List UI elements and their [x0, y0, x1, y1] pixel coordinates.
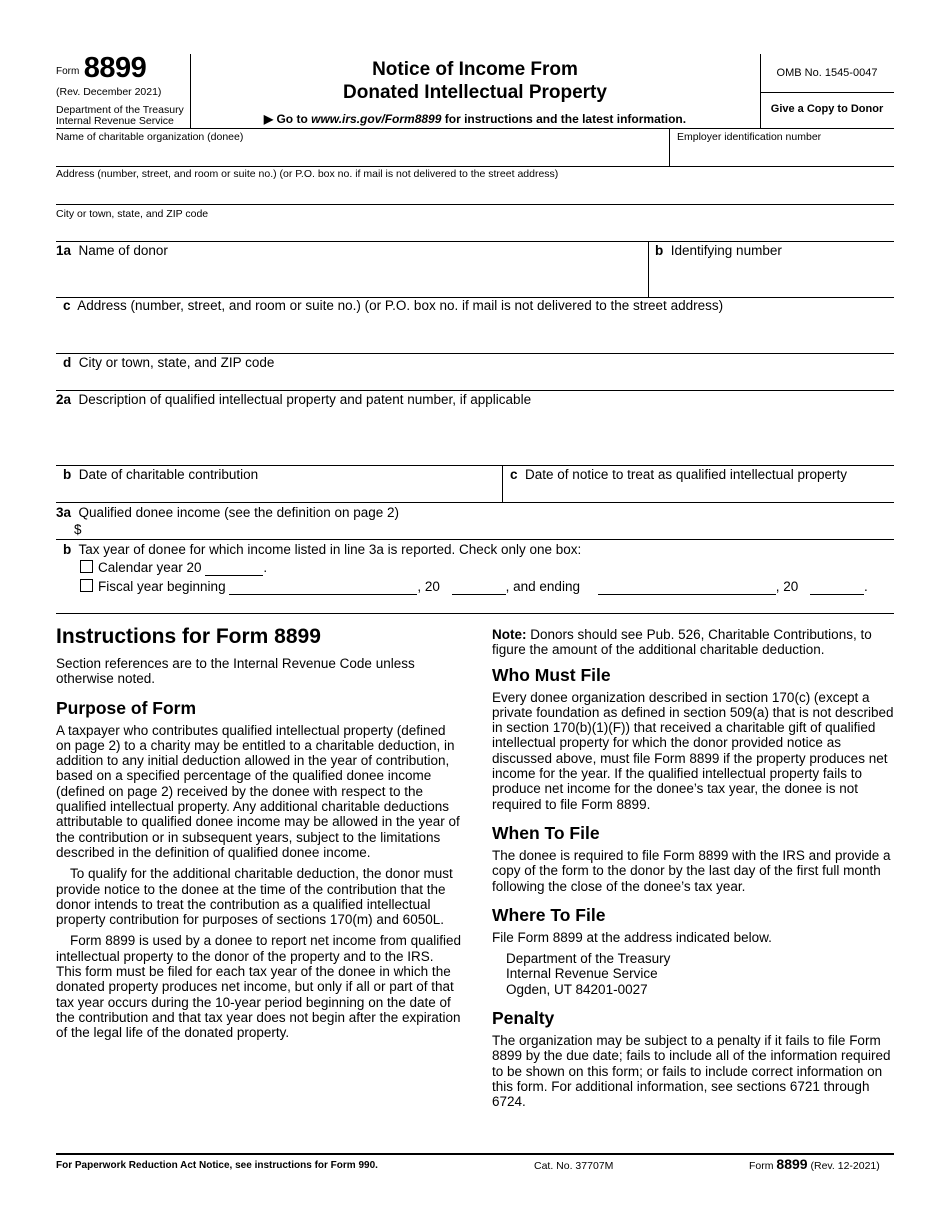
line-3b-letter: b: [63, 542, 72, 557]
line-1a-label: Name of donor: [78, 243, 168, 258]
fiscal-end-year-input[interactable]: [810, 580, 864, 595]
donee-name-field[interactable]: [56, 145, 668, 165]
donee-address-label: Address (number, street, and room or suite no.) (or P.O. box no. if mail is not delivered to the street address): [56, 168, 559, 180]
donee-city-field[interactable]: [56, 221, 892, 239]
header-bottom-rule: [56, 128, 894, 129]
section-references: Section references are to the Internal Revenue Code unless otherwise noted.: [56, 656, 415, 687]
service: Internal Revenue Service: [56, 115, 174, 127]
line-2b-label: Date of charitable contribution: [78, 467, 259, 482]
line-2-divider: [502, 465, 503, 502]
irs-mailing-address: [492, 951, 897, 997]
line-2c-label: Date of notice to treat as qualified intellectual property: [525, 467, 847, 482]
line-2c-letter: c: [510, 467, 518, 482]
where-to-file-text: File Form 8899 at the address indicated below.: [492, 929, 772, 945]
donor-address-field[interactable]: [56, 318, 892, 350]
line-2c: [510, 467, 847, 483]
line-1b-letter: b: [655, 243, 664, 258]
address-line-3: Ogden, UT 84201-0027: [506, 981, 648, 997]
footer-form-number: 8899: [776, 1156, 808, 1172]
fiscal-end-date-input[interactable]: [598, 580, 776, 595]
omb-number: OMB No. 1545-0047: [776, 67, 878, 79]
purpose-paragraph-2: To qualify for the additional charitable deduction, the donor must provide notice to the donee at the time of the contribution that the donor intends to treat the contribution as a qualified intellectual property contribution for purposes of sections 170(m) and 6050L.: [56, 866, 453, 928]
calendar-year-label: Calendar year 20: [98, 560, 202, 575]
address-line-2: Internal Revenue Service: [506, 966, 658, 982]
line-3a-label: Qualified donee income (see the definition on page 2): [78, 505, 400, 520]
line-1b-label: Identifying number: [670, 243, 782, 258]
form-number: 8899: [83, 52, 147, 84]
fiscal-begin-year-input[interactable]: [452, 580, 506, 595]
line-3a: [56, 505, 399, 521]
goto-prefix: ▶ Go to: [263, 112, 312, 126]
line-3a-number: 3a: [56, 505, 72, 520]
catalog-number: Cat. No. 37707M: [534, 1160, 614, 1172]
fiscal-begin-date-input[interactable]: [229, 580, 417, 595]
ein-field[interactable]: [672, 145, 892, 165]
penalty-heading: Penalty: [492, 1008, 555, 1029]
contribution-date-field[interactable]: [56, 485, 500, 500]
line-1c: [63, 298, 893, 314]
line-1a: [56, 243, 168, 259]
line-1d-letter: d: [63, 355, 72, 370]
identifying-number-field[interactable]: [652, 262, 892, 294]
rule-line-1c: [56, 353, 894, 354]
rule-line-2a: [56, 465, 894, 466]
donor-city-field[interactable]: [56, 373, 892, 388]
donee-address-field[interactable]: [56, 182, 892, 202]
calendar-year-checkbox[interactable]: [80, 560, 93, 573]
who-must-file-text: Every donee organization described in section 170(c) (except a private foundation as defined in section 509(a) that is not described in section 170(b)(1)(F)) that received a charitable gift of qualified intellectual property for which the donor provided notice as discussed above, must file Form 8899 if the property produces net income for the year. If the qualified intellectual property fails to produce net income for the donee’s tax year, the donee is not required to file Form 8899.: [492, 689, 894, 812]
footer-form-word: Form: [749, 1160, 774, 1172]
when-to-file-text: The donee is required to file Form 8899 with the IRS and provide a copy of the form to the donor by the last day of the first full month following the close of the donee’s tax year.: [492, 847, 891, 894]
line-1a-number: 1a: [56, 243, 72, 258]
form-id-block: [56, 52, 191, 85]
line-1c-label: Address (number, street, and room or suite no.) (or P.O. box no. if mail is not delivered to the street address): [77, 298, 724, 313]
purpose-heading: Purpose of Form: [56, 697, 197, 718]
instructions-right-column: [492, 627, 897, 1116]
fiscal-year-row: [80, 579, 868, 595]
purpose-paragraph-3: Form 8899 is used by a donee to report net income from qualified intellectual property to the donor of the property and to the IRS. This form must be filed for each tax year of the donee in which the donated property produces net income, but only if all or part of that tax year occurs during the 10-year period beginning on the date of the contribution and that tax year does not begin after the expiration of the legal life of the donated property.: [56, 933, 461, 1041]
calendar-year-input[interactable]: [205, 561, 263, 576]
donee-city-label: City or town, state, and ZIP code: [56, 208, 209, 220]
rule-donee-name: [56, 166, 894, 167]
dollar-sign: $: [74, 522, 82, 537]
fiscal-period: .: [864, 579, 868, 594]
donor-note: [492, 627, 897, 658]
instructions-url-line: [190, 112, 760, 126]
form-bottom-rule: [56, 613, 894, 614]
note-text: Donors should see Pub. 526, Charitable Contributions, to figure the amount of the additional charitable deduction.: [492, 627, 872, 658]
calendar-year-row: [80, 560, 267, 576]
line-2b-letter: b: [63, 467, 72, 482]
form-title-line1: Notice of Income From: [372, 59, 578, 80]
line-3b-label: Tax year of donee for which income listed in line 3a is reported. Check only one box:: [78, 542, 582, 557]
instructions-left-column: [56, 624, 461, 1047]
ein-divider: [669, 128, 670, 166]
ein-label: Employer identification number: [677, 131, 822, 143]
calendar-year-period: .: [263, 560, 268, 575]
revision-date: (Rev. December 2021): [56, 86, 162, 98]
fiscal-20a: , 20: [417, 579, 440, 594]
line-2a-number: 2a: [56, 392, 72, 407]
line-1d-label: City or town, state, and ZIP code: [78, 355, 275, 370]
line-2b: [63, 467, 258, 483]
donee-name-label: Name of charitable organization (donee): [56, 131, 244, 143]
fiscal-year-label: Fiscal year beginning: [98, 579, 226, 594]
rule-line-2b: [56, 502, 894, 503]
goto-suffix: for instructions and the latest information.: [441, 112, 687, 126]
rule-donee-address: [56, 204, 894, 205]
rule-line-1d: [56, 390, 894, 391]
line-1b: [655, 243, 782, 259]
notice-date-field[interactable]: [506, 485, 892, 500]
rule-line-3a: [56, 539, 894, 540]
footer-rule: [56, 1153, 894, 1155]
rule-donee-city: [56, 241, 894, 242]
line-1d: [63, 355, 274, 371]
footer-revision: (Rev. 12-2021): [810, 1160, 880, 1172]
footer-form-id: [749, 1156, 880, 1172]
form-title-line2: Donated Intellectual Property: [343, 82, 607, 103]
paperwork-notice: For Paperwork Reduction Act Notice, see instructions for Form 990.: [56, 1160, 378, 1171]
where-to-file-heading: Where To File: [492, 904, 606, 925]
donee-income-field[interactable]: [86, 520, 892, 537]
when-to-file-heading: When To File: [492, 822, 600, 843]
line-3b: [63, 542, 581, 558]
line-1c-letter: c: [63, 298, 71, 313]
identifying-divider: [648, 241, 649, 297]
goto-url[interactable]: www.irs.gov/Form8899: [311, 112, 442, 126]
instructions-title: Instructions for Form 8899: [56, 625, 321, 648]
fiscal-year-checkbox[interactable]: [80, 579, 93, 592]
line-2a-label: Description of qualified intellectual property and patent number, if applicable: [78, 392, 532, 407]
give-copy-label: Give a Copy to Donor: [770, 103, 884, 115]
department: Department of the Treasury: [56, 104, 184, 116]
purpose-paragraph-1: A taxpayer who contributes qualified intellectual property (defined on page 2) to a charity may be entitled to a charitable deduction, in addition to any initial deduction allowed in the year of contribution, based on a specified percentage of the qualified donee income (defined on page 2) received by the donee with respect to the qualified intellectual property. Any additional charitable deductions attributable to qualified donee income may be allowed in the year of the contribution or in subsequent years, subject to the limitations described in the definition of qualified donee income.: [56, 722, 460, 860]
note-label: Note:: [492, 627, 527, 642]
penalty-text: The organization may be subject to a penalty if it fails to file Form 8899 by the due date; fails to include all of the information required to be shown on this form; or fails to include correct information on this form. For additional information, see sections 6721 through 6724.: [492, 1033, 891, 1110]
fiscal-and-ending: , and ending: [505, 579, 580, 594]
who-must-file-heading: Who Must File: [492, 664, 611, 685]
form-word: Form: [56, 66, 80, 77]
donor-name-field[interactable]: [56, 262, 646, 294]
line-2a: [56, 392, 531, 408]
fiscal-20b: , 20: [775, 579, 799, 594]
property-description-field[interactable]: [56, 410, 892, 462]
omb-divider: [760, 92, 894, 93]
address-line-1: Department of the Treasury: [506, 951, 671, 967]
